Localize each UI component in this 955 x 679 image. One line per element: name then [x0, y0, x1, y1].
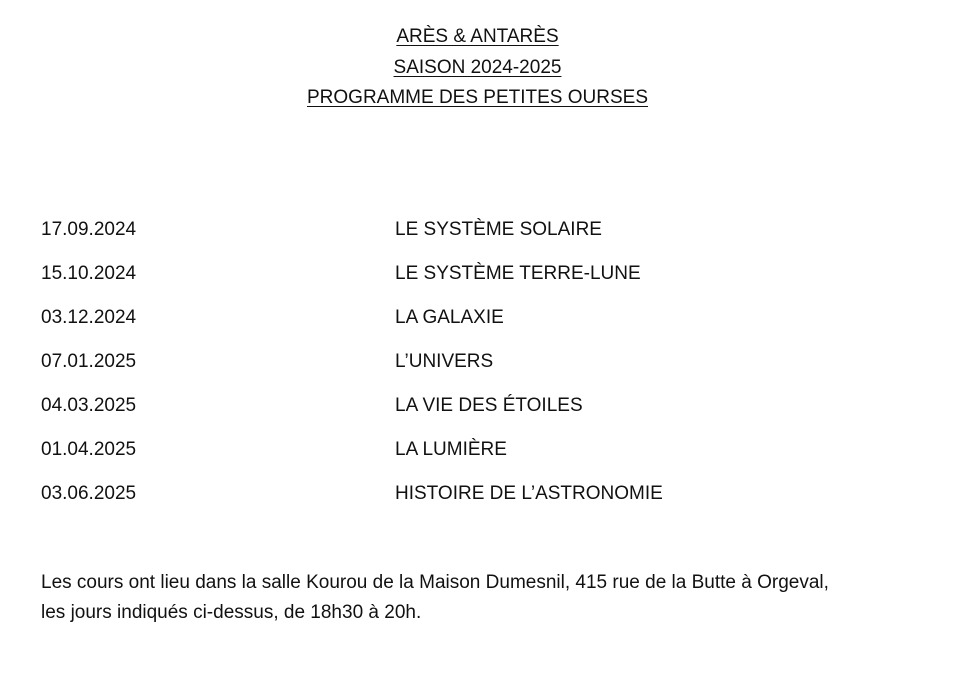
session-topic: LA GALAXIE — [395, 307, 504, 328]
schedule-row — [41, 302, 911, 346]
document-header — [0, 22, 955, 114]
program-title-line — [0, 83, 955, 114]
session-date: 03.12.2024 — [41, 307, 137, 328]
season-title: SAISON 2024-2025 — [393, 56, 562, 78]
club-title: ARÈS & ANTARÈS — [396, 26, 559, 47]
program-title: PROGRAMME DES PETITES OURSES — [307, 87, 648, 108]
location-note-line-1: Les cours ont lieu dans la salle Kourou de la Maison Dumesnil, 415 rue de la Butte à Orgeval, — [41, 572, 829, 593]
session-topic: L’UNIVERS — [395, 351, 494, 372]
session-date: 15.10.2024 — [41, 263, 137, 284]
club-title-line — [0, 22, 955, 53]
session-date: 01.04.2025 — [41, 439, 137, 460]
location-note — [41, 568, 921, 628]
session-topic: LE SYSTÈME TERRE-LUNE — [395, 263, 641, 284]
session-date: 07.01.2025 — [41, 351, 137, 372]
schedule-row — [41, 346, 911, 390]
session-topic: HISTOIRE DE L’ASTRONOMIE — [395, 483, 663, 504]
schedule-row — [41, 214, 911, 258]
season-title-line — [0, 53, 955, 84]
session-topic: LE SYSTÈME SOLAIRE — [395, 219, 602, 240]
schedule-list — [41, 214, 911, 522]
session-topic: LA LUMIÈRE — [395, 439, 507, 460]
location-note-line-2: les jours indiqués ci-dessus, de 18h30 à 20h. — [41, 602, 422, 623]
session-topic: LA VIE DES ÉTOILES — [395, 395, 583, 416]
session-date: 17.09.2024 — [41, 219, 137, 240]
schedule-row — [41, 434, 911, 478]
session-date: 04.03.2025 — [41, 395, 137, 416]
schedule-row — [41, 390, 911, 434]
session-date: 03.06.2025 — [41, 483, 137, 504]
schedule-row — [41, 478, 911, 522]
schedule-row — [41, 258, 911, 302]
